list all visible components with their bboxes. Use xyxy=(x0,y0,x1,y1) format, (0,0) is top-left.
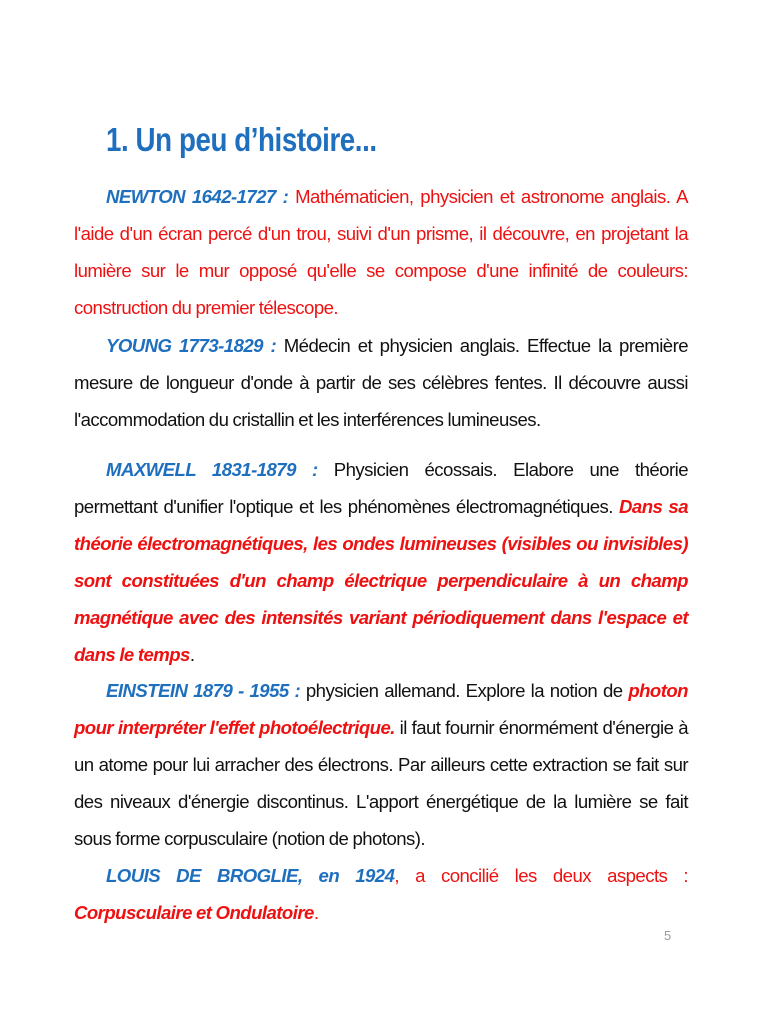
text-young: Médecin et physicien anglais. Effectue la première mesure de longueur d'onde à partir de ses célèbres fentes. Il découvre aussi l'accommodation du cristallin et les interférences lumineuses. xyxy=(74,335,688,430)
highlight-maxwell: Dans sa théorie électromagnétiques, les ondes lumineuses (visibles ou invisibles) sont constituées d'un champ électrique perpendiculaire à un champ magnétique avec des intensités variant périodiquement dans l'espace et dans le temps xyxy=(74,496,688,665)
paragraph-maxwell xyxy=(74,451,688,673)
highlight-einstein: photon pour interpréter l'effet photoélectrique. xyxy=(74,680,688,738)
paragraph-newton xyxy=(74,178,688,326)
name-einstein: EINSTEIN 1879 - 1955 : xyxy=(106,680,301,701)
name-maxwell: MAXWELL 1831-1879 : xyxy=(106,459,318,480)
slide-title: 1. Un peu d’histoire... xyxy=(106,121,377,158)
text-broglie: , a concilié les deux aspects : xyxy=(394,865,689,886)
page-number: 5 xyxy=(664,928,672,943)
highlight-broglie: Corpusculaire et Ondulatoire xyxy=(74,902,314,923)
end-maxwell: . xyxy=(189,644,195,665)
text-einstein: physicien allemand. Explore la notion de xyxy=(300,680,629,701)
text2-einstein: il faut fournir énormément d'énergie à un atome pour lui arracher des électrons. Par ailleurs cette extraction se fait sur des niveaux d'énergie discontinus. L'apport énergétique de la lumière se fait sous forme corpusculaire (notion de photons). xyxy=(74,717,688,849)
name-young: YOUNG 1773-1829 : xyxy=(106,335,277,356)
text-maxwell: Physicien écossais. Elabore une théorie permettant d'unifier l'optique et les phénomènes électromagnétiques. xyxy=(74,459,688,517)
end-broglie: . xyxy=(313,902,319,923)
paragraph-young xyxy=(74,327,688,438)
name-broglie: LOUIS DE BROGLIE, en 1924 xyxy=(106,865,395,886)
paragraph-einstein xyxy=(74,672,688,857)
paragraph-broglie xyxy=(74,857,688,931)
name-newton: NEWTON 1642-1727 : xyxy=(106,186,289,207)
text-newton: Mathématicien, physicien et astronome anglais. A l'aide d'un écran percé d'un trou, suivi d'un prisme, il découvre, en projetant la lumière sur le mur opposé qu'elle se compose d'une infinité de couleurs: construction du premier télescope. xyxy=(74,186,688,318)
